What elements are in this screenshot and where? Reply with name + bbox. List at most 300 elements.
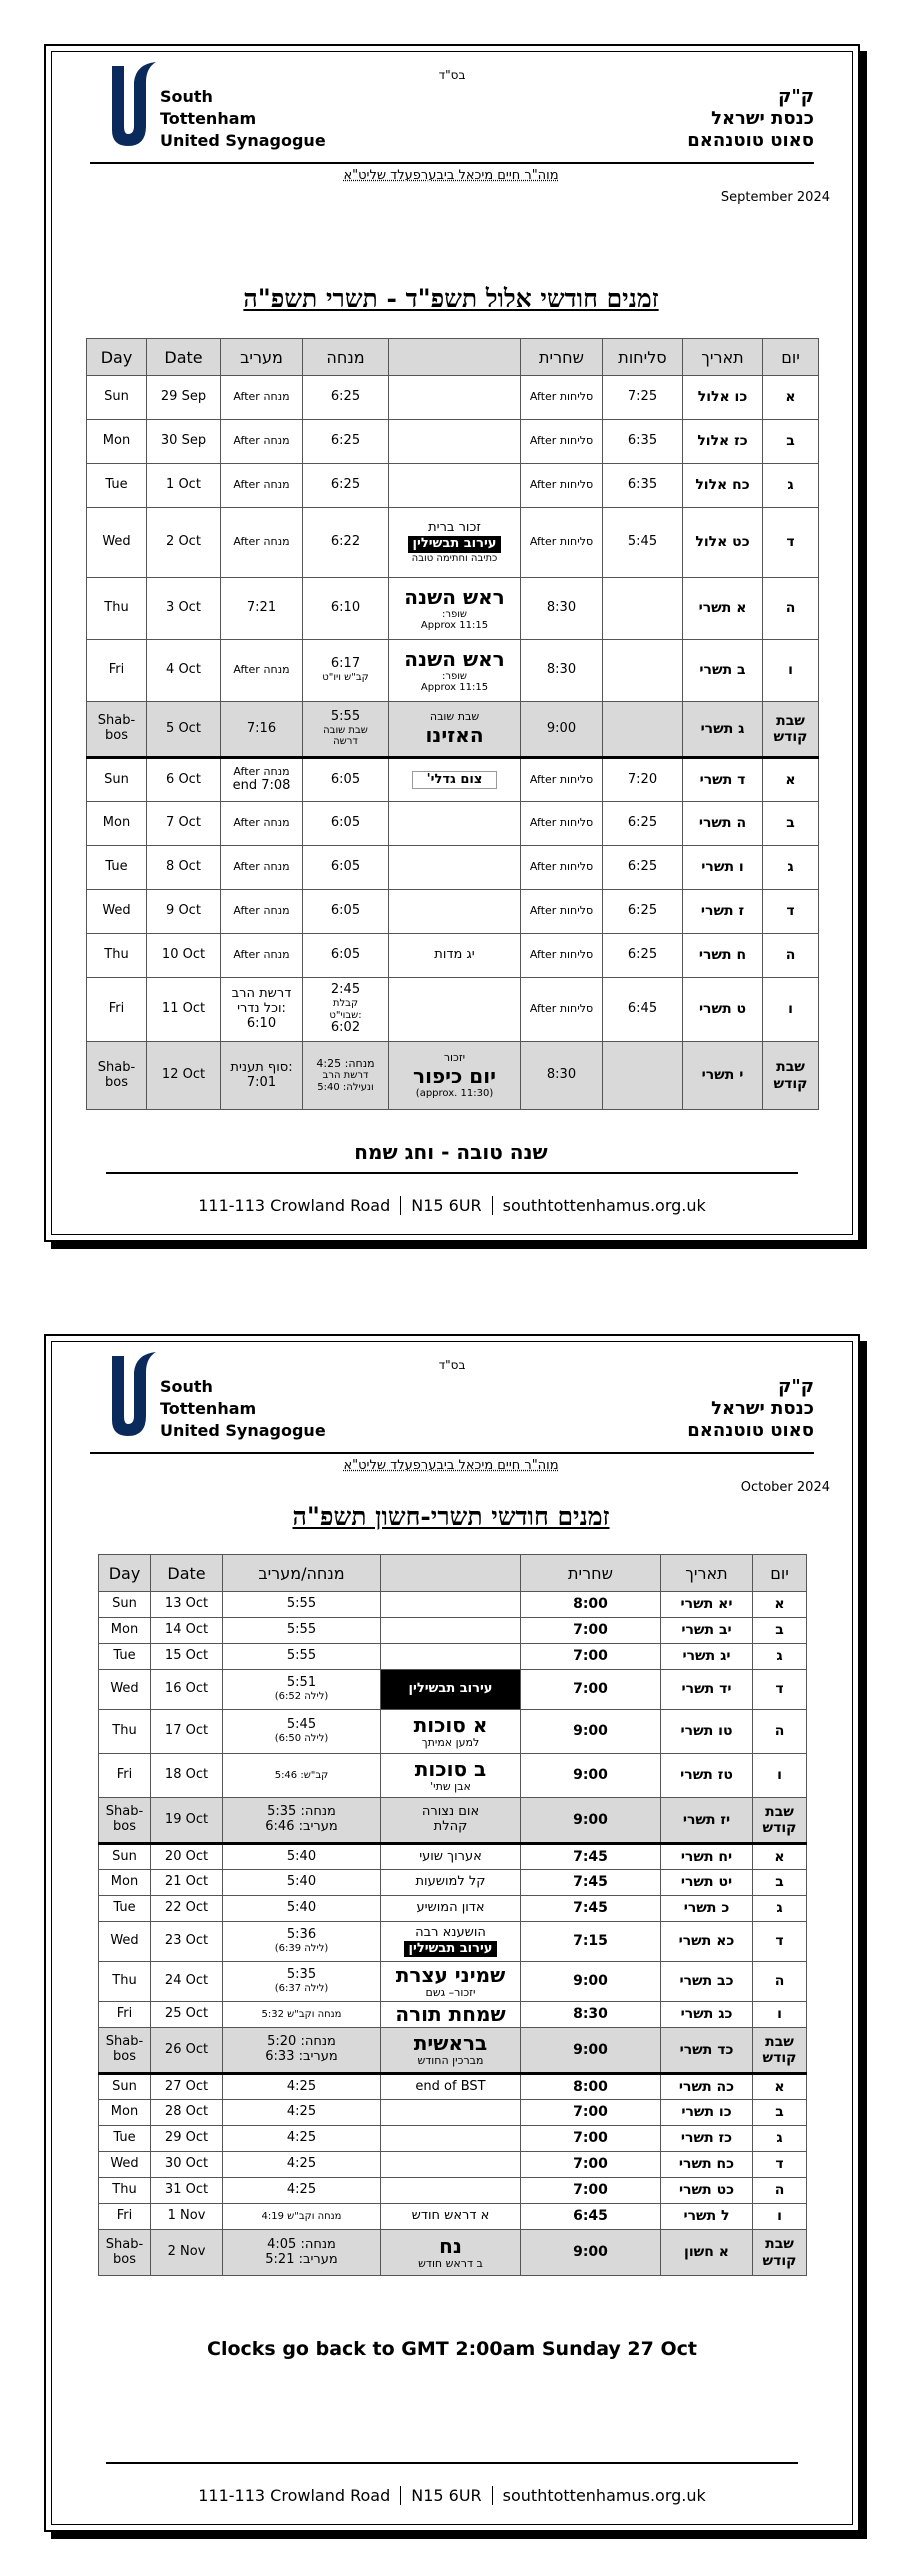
cell-hebrew-date — [661, 2074, 753, 2100]
cell-notes — [389, 508, 521, 578]
hebrew-day-text: ה — [785, 600, 796, 617]
hebrew-date-text: כו תשרי — [681, 2104, 732, 2121]
cell-shacharis — [521, 508, 603, 578]
cell-notes — [381, 2074, 521, 2100]
cell-maariv — [221, 802, 303, 846]
cell-shacharis — [521, 640, 603, 702]
hebrew-date-text: ט תשרי — [698, 1001, 747, 1018]
cell-day — [99, 1754, 151, 1798]
day-text: Wed — [110, 1681, 139, 1697]
date-text: 13 Oct — [164, 1596, 209, 1612]
cell-notes — [389, 802, 521, 846]
cell-date — [151, 2230, 223, 2276]
timetable-title: זמנים חודשי אלול תשפ"ד - תשרי תשפ"ה — [243, 284, 659, 313]
maariv-time-2: end 7:08 — [232, 777, 291, 793]
hebrew-date-text: ד תשרי — [699, 771, 746, 788]
note-big: האזינו — [425, 722, 484, 747]
shacharis-time: 7:45 — [573, 1874, 608, 1891]
shacharis-time: 8:30 — [546, 1067, 577, 1083]
cell-slichos — [603, 420, 683, 464]
nightfall-time: (לילה 6:39) — [274, 1943, 329, 1955]
hebrew-day-text: שבת קודש — [762, 2033, 797, 2066]
mincha-maariv-time: 4:25 — [286, 2156, 317, 2172]
hebrew-date-text: יג תשרי — [682, 1648, 731, 1665]
cell-notes — [389, 376, 521, 420]
day-text: Thu — [112, 2182, 137, 2198]
cell-day — [99, 2152, 151, 2178]
hebrew-date-text: כז תשרי — [680, 2130, 733, 2147]
mincha-sub-2: ונעילה: 5:40 — [317, 1081, 374, 1093]
shacharis-time: 8:00 — [573, 1596, 608, 1613]
hebrew-date-text: כח אלול — [695, 477, 750, 494]
hebrew-day-text: ד — [786, 534, 795, 551]
hebrew-date-text: ב תשרי — [699, 662, 746, 679]
note-small-2: (approx. 11:30) — [415, 1087, 494, 1099]
date-text: 11 Oct — [161, 1001, 206, 1017]
cell-day — [99, 1798, 151, 1844]
hebrew-date-text: כב תשרי — [679, 1973, 734, 1990]
col-date: Date — [151, 1555, 223, 1592]
shacharis-time: After סליחות — [529, 434, 594, 448]
mincha-sub: דרשת הרב — [322, 1070, 369, 1082]
cell-mincha-maariv — [223, 1754, 381, 1798]
cell-slichos — [603, 802, 683, 846]
cell-maariv — [221, 1042, 303, 1110]
cell-date — [151, 1844, 223, 1870]
table-row — [99, 2152, 807, 2178]
cell-mincha — [303, 846, 389, 890]
note-inverted-wrap — [383, 1681, 518, 1698]
cell-date — [147, 758, 221, 802]
date-text: 8 Oct — [166, 859, 201, 875]
heb-line-3: סאוט טוטנהאם — [687, 130, 814, 151]
note-big: ראש השנה — [404, 646, 505, 671]
cell-hebrew-date — [661, 2002, 753, 2028]
cell-notes — [381, 2204, 521, 2230]
cell-date — [147, 464, 221, 508]
cell-date — [151, 2204, 223, 2230]
cell-date — [151, 2074, 223, 2100]
cell-hebrew-day — [753, 1962, 807, 2002]
cell-hebrew-date — [683, 846, 763, 890]
note-small: שופר: — [441, 670, 468, 682]
mincha-time: 6:05 — [330, 903, 361, 919]
mincha-maariv-time: 4:25 — [286, 2130, 317, 2146]
month-label: September 2024 — [720, 190, 830, 205]
maariv-time: After מנחה — [233, 390, 290, 404]
mincha-time: 5:55 — [330, 709, 361, 725]
cell-hebrew-date — [661, 1870, 753, 1896]
cell-mincha-maariv — [223, 1798, 381, 1844]
mincha-sub-2: שבוי"ט: — [329, 1009, 362, 1021]
cell-notes — [389, 846, 521, 890]
cell-hebrew-date — [683, 978, 763, 1042]
mincha-maariv-time: מנחה: 5:35 — [267, 1804, 336, 1820]
cell-mincha-maariv — [223, 2002, 381, 2028]
cell-shacharis — [521, 846, 603, 890]
table-row — [99, 2074, 807, 2100]
footer-rule — [106, 2462, 798, 2464]
note-box: צום גדלי' — [412, 771, 498, 790]
date-text: 20 Oct — [164, 1848, 209, 1864]
day-text: Fri — [108, 662, 125, 678]
cell-notes — [389, 978, 521, 1042]
cell-hebrew-date — [661, 1618, 753, 1644]
maariv-time: 7:16 — [246, 720, 277, 736]
mincha-time: 6:17 — [330, 656, 361, 672]
cell-mincha — [303, 464, 389, 508]
cell-hebrew-day — [753, 2074, 807, 2100]
slichos-time: 6:35 — [627, 477, 658, 493]
cell-day — [87, 934, 147, 978]
day-text: Fri — [116, 2006, 133, 2022]
col-hebrew-date: תאריך — [661, 1555, 753, 1592]
hebrew-day-text: ב — [775, 1874, 784, 1891]
hebrew-day-text: שבת קודש — [762, 1803, 797, 1836]
table-row — [99, 1844, 807, 1870]
day-text: Wed — [102, 903, 131, 919]
note-inverted: עירוב תבשילין — [408, 536, 502, 553]
shacharis-time: 7:00 — [573, 1622, 608, 1639]
cell-notes — [389, 464, 521, 508]
day-text: Wed — [110, 1933, 139, 1949]
cell-shacharis — [521, 702, 603, 758]
note-big: א סוכות — [413, 1712, 488, 1737]
day-text: Thu — [112, 1973, 137, 1989]
heb-line-3: סאוט טוטנהאם — [687, 1420, 814, 1441]
slichos-time: 6:25 — [627, 815, 658, 831]
cell-shacharis — [521, 2028, 661, 2074]
cell-mincha-maariv — [223, 1922, 381, 1962]
maariv-time: After מנחה — [233, 478, 290, 492]
date-text: 2 Nov — [167, 2244, 206, 2260]
cell-slichos — [603, 758, 683, 802]
note-big: ראש השנה — [404, 584, 505, 609]
cell-shacharis — [521, 934, 603, 978]
hebrew-date-text: י תשרי — [701, 1067, 744, 1084]
day-text: Tue — [113, 1900, 136, 1916]
note-box-wrap — [391, 771, 518, 790]
table-row — [99, 2178, 807, 2204]
date-text: 2 Oct — [166, 534, 201, 550]
clock-change-notice: Clocks go back to GMT 2:00am Sunday 27 Oct — [207, 2338, 697, 2360]
timetable-page-september — [44, 44, 860, 1242]
cell-maariv — [221, 758, 303, 802]
day-text: Sun — [112, 1848, 137, 1864]
cell-shacharis — [521, 2178, 661, 2204]
cell-notes — [389, 640, 521, 702]
timetable-table — [98, 1554, 807, 2276]
cell-hebrew-date — [661, 2230, 753, 2276]
maariv-time: דרשת הרב — [231, 986, 292, 1002]
hebrew-day-text: ד — [775, 1933, 784, 1950]
cell-notes — [389, 758, 521, 802]
day-text: Thu — [104, 947, 129, 963]
hebrew-congregation-name — [594, 1376, 814, 1442]
cell-maariv — [221, 508, 303, 578]
cell-hebrew-day — [763, 376, 819, 420]
date-text: 31 Oct — [164, 2182, 209, 2198]
table-row — [99, 1870, 807, 1896]
cell-notes — [389, 578, 521, 640]
hebrew-day-text: שבת קודש — [773, 1059, 808, 1092]
date-text: 4 Oct — [166, 662, 201, 678]
mincha-maariv-time: קב"ש: 5:46 — [274, 1769, 329, 1781]
cell-day — [87, 464, 147, 508]
hebrew-day-text: ו — [777, 2208, 782, 2225]
cell-maariv — [221, 846, 303, 890]
cell-notes — [381, 2002, 521, 2028]
col-shacharis: שחרית — [521, 339, 603, 376]
cell-date — [147, 846, 221, 890]
maariv-time: After מנחה — [233, 948, 290, 962]
cell-maariv — [221, 640, 303, 702]
shacharis-time: 7:00 — [573, 2182, 608, 2199]
cell-shacharis — [521, 758, 603, 802]
mincha-maariv-time: 5:40 — [286, 1874, 317, 1890]
cell-slichos — [603, 508, 683, 578]
mincha-maariv-time: 4:25 — [286, 2182, 317, 2198]
footer-separator — [400, 2486, 401, 2505]
cell-mincha-maariv — [223, 1962, 381, 2002]
hebrew-day-text: ג — [787, 859, 794, 876]
cell-notes — [381, 1896, 521, 1922]
cell-date — [151, 1870, 223, 1896]
cell-maariv — [221, 376, 303, 420]
maariv-time-2: וכל נדרי: — [237, 1001, 286, 1017]
cell-date — [151, 1754, 223, 1798]
cell-day — [87, 376, 147, 420]
date-text: 3 Oct — [166, 600, 201, 616]
cell-date — [147, 934, 221, 978]
cell-hebrew-date — [683, 376, 763, 420]
timetable-title: זמנים חודשי תשרי-חשון תשפ"ה — [292, 1502, 610, 1531]
col-hebrew-day: יום — [763, 339, 819, 376]
maariv-time: After מנחה — [233, 860, 290, 874]
date-text: 30 Sep — [160, 433, 207, 449]
cell-day — [99, 1922, 151, 1962]
cell-shacharis — [521, 2126, 661, 2152]
table-row — [99, 2100, 807, 2126]
date-text: 28 Oct — [164, 2104, 209, 2120]
maariv-time: After מנחה — [233, 434, 290, 448]
table-row — [87, 978, 819, 1042]
nightfall-time: (לילה 6:37) — [274, 1983, 329, 1995]
date-text: 9 Oct — [166, 903, 201, 919]
hebrew-day-text: ד — [775, 2156, 784, 2173]
cell-hebrew-date — [661, 1922, 753, 1962]
note-top: שבת שובה — [429, 710, 480, 724]
hebrew-day-text: ג — [776, 2130, 783, 2147]
cell-notes — [381, 1592, 521, 1618]
header-rule — [90, 1452, 814, 1454]
cell-day — [87, 420, 147, 464]
table-row — [99, 2230, 807, 2276]
cell-date — [147, 508, 221, 578]
hebrew-day-text: ב — [786, 433, 795, 450]
cell-day — [87, 702, 147, 758]
date-text: 5 Oct — [166, 720, 201, 736]
cell-date — [147, 420, 221, 464]
cell-hebrew-date — [661, 2178, 753, 2204]
mincha-maariv-time: 5:55 — [286, 1648, 317, 1664]
note-text: יג מדות — [434, 947, 475, 963]
footer-separator — [400, 1196, 401, 1215]
mincha-maariv-time: מנחה וקב"ש 5:32 — [261, 2008, 342, 2020]
cell-hebrew-day — [753, 2230, 807, 2276]
cell-date — [151, 2152, 223, 2178]
note-inverted: עירוב תבשילין — [404, 1941, 498, 1958]
date-text: 10 Oct — [161, 947, 206, 963]
cell-slichos — [603, 846, 683, 890]
cell-notes — [381, 1844, 521, 1870]
cell-date — [147, 802, 221, 846]
note-small: יזכור– גשם — [425, 1985, 476, 1999]
cell-hebrew-date — [661, 1644, 753, 1670]
note-small: מברכין החודש — [417, 2054, 484, 2068]
cell-hebrew-day — [753, 1798, 807, 1844]
note-top: יזכור — [443, 1050, 466, 1064]
cell-notes — [389, 420, 521, 464]
synagogue-logo — [90, 1350, 160, 1440]
mincha-maariv-time: מנחה: 4:05 — [267, 2236, 336, 2252]
cell-shacharis — [521, 464, 603, 508]
cell-date — [151, 1670, 223, 1710]
slichos-time: 6:35 — [627, 433, 658, 449]
hebrew-day-text: ה — [774, 2182, 785, 2199]
cell-hebrew-date — [661, 1896, 753, 1922]
cell-hebrew-date — [683, 890, 763, 934]
hebrew-day-text: ב — [775, 1622, 784, 1639]
day-text: Mon — [110, 2104, 139, 2120]
logo-line-2: Tottenham — [160, 1399, 257, 1418]
date-text: 18 Oct — [164, 1767, 209, 1783]
day-text: Sun — [104, 771, 129, 787]
cell-hebrew-date — [683, 934, 763, 978]
cell-day — [99, 1870, 151, 1896]
cell-mincha — [303, 934, 389, 978]
hebrew-day-text: א — [774, 1848, 785, 1865]
cell-hebrew-date — [683, 1042, 763, 1110]
col-maariv: מעריב — [221, 339, 303, 376]
cell-hebrew-date — [683, 640, 763, 702]
day-text: Wed — [110, 2156, 139, 2172]
cell-mincha — [303, 890, 389, 934]
shacharis-time: 7:00 — [573, 1681, 608, 1698]
cell-day — [99, 1710, 151, 1754]
mincha-sub: שבת שובה — [323, 724, 368, 736]
cell-notes — [389, 1042, 521, 1110]
hebrew-date-text: יא תשרי — [680, 1596, 733, 1613]
cell-hebrew-date — [661, 2152, 753, 2178]
cell-day — [99, 1618, 151, 1644]
slichos-time: 7:25 — [627, 389, 658, 405]
shacharis-time: After סליחות — [529, 478, 594, 492]
shacharis-time: 9:00 — [573, 1723, 608, 1740]
day-text: Thu — [112, 1723, 137, 1739]
cell-mincha-maariv — [223, 1618, 381, 1644]
footer-postcode: N15 6UR — [411, 2486, 482, 2505]
day-text: Sun — [112, 2078, 137, 2094]
mincha-maariv-time: מנחה: 5:20 — [267, 2034, 336, 2050]
cell-day — [99, 1644, 151, 1670]
table-row — [99, 1670, 807, 1710]
cell-maariv — [221, 702, 303, 758]
cell-hebrew-day — [763, 758, 819, 802]
shacharis-time: 7:15 — [573, 1933, 608, 1950]
hebrew-day-text: א — [774, 2078, 785, 2095]
cell-hebrew-date — [683, 508, 763, 578]
heb-line-1: ק"ק — [778, 86, 814, 107]
note-small: למען אמיתך — [421, 1735, 480, 1749]
cell-day — [87, 578, 147, 640]
logo-line-1: South — [160, 1377, 213, 1396]
col-date: Date — [147, 339, 221, 376]
cell-shacharis — [521, 2002, 661, 2028]
cell-date — [147, 702, 221, 758]
shacharis-time: After סליחות — [529, 772, 594, 786]
footer-website-link[interactable]: southtottenhamus.org.uk — [502, 1196, 706, 1215]
date-text: 24 Oct — [164, 1973, 209, 1989]
table-row — [99, 2002, 807, 2028]
cell-mincha-maariv — [223, 2074, 381, 2100]
date-text: 15 Oct — [164, 1648, 209, 1664]
cell-date — [151, 1922, 223, 1962]
shacharis-time: 8:30 — [573, 2006, 608, 2023]
col-mincha: מנחה — [303, 339, 389, 376]
hebrew-date-text: כט תשרי — [678, 2182, 735, 2199]
cell-mincha — [303, 702, 389, 758]
note-text: end of BST — [415, 2078, 486, 2094]
cell-notes — [381, 1710, 521, 1754]
shacharis-time: 9:00 — [546, 720, 577, 736]
table-row — [87, 420, 819, 464]
cell-slichos — [603, 376, 683, 420]
day-text: Shab-bos — [97, 713, 136, 743]
note-big: ב סוכות — [414, 1756, 487, 1781]
slichos-time: 6:25 — [627, 903, 658, 919]
note-big: יום כיפור — [413, 1063, 496, 1088]
cell-hebrew-day — [753, 2100, 807, 2126]
hebrew-day-text: ה — [774, 1723, 785, 1740]
cell-hebrew-date — [661, 1592, 753, 1618]
cell-notes — [381, 2152, 521, 2178]
date-text: 25 Oct — [164, 2006, 209, 2022]
hebrew-congregation-name — [594, 86, 814, 152]
heb-line-2: כנסת ישראל — [711, 1398, 814, 1419]
hebrew-day-text: שבת קודש — [773, 712, 808, 745]
cell-day — [99, 2100, 151, 2126]
cell-mincha-maariv — [223, 1670, 381, 1710]
cell-notes — [381, 1618, 521, 1644]
cell-date — [151, 1592, 223, 1618]
maariv-time: After מנחה — [233, 816, 290, 830]
maariv-time: After מנחה — [233, 765, 290, 779]
shacharis-time: After סליחות — [529, 860, 594, 874]
footer-street: 111-113 Crowland Road — [198, 1196, 391, 1215]
note-small-2: Approx 11:15 — [420, 682, 489, 693]
cell-day — [99, 2002, 151, 2028]
day-text: Wed — [102, 534, 131, 550]
footer-postcode: N15 6UR — [411, 1196, 482, 1215]
cell-shacharis — [521, 1670, 661, 1710]
footer-website-link[interactable]: southtottenhamus.org.uk — [502, 2486, 706, 2505]
cell-hebrew-date — [661, 2100, 753, 2126]
hebrew-date-text: יט תשרי — [680, 1874, 733, 1891]
cell-date — [151, 1896, 223, 1922]
cell-mincha-maariv — [223, 2230, 381, 2276]
cell-notes — [381, 1670, 521, 1710]
